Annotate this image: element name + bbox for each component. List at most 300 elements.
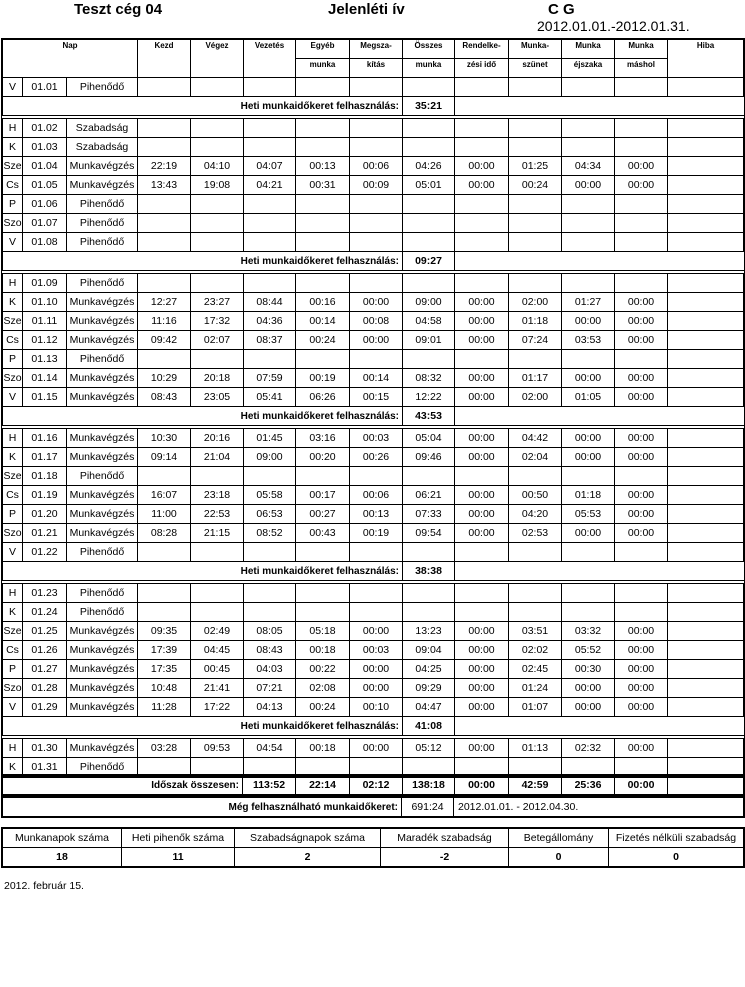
cell-hiba [668,388,744,407]
day-date: 01.30 [23,739,67,758]
day-of-week: V [3,78,23,97]
cell-megszakitas: 00:15 [350,388,403,407]
cell-egyeb: 00:27 [296,505,350,524]
cell-hiba [668,331,744,350]
cell-osszes: 07:33 [403,505,455,524]
day-type: Szabadság [67,138,138,157]
cell-vezetes: 09:00 [244,448,296,467]
day-date: 01.25 [23,622,67,641]
col-hiba: Hiba [668,40,744,78]
cell-egyeb [296,78,350,97]
print-date: 2012. február 15. [4,880,84,892]
cell-hiba [668,622,744,641]
cell-kezd: 11:00 [138,505,191,524]
remaining-label: Még felhasználható munkaidőkeret: [3,798,402,817]
cell-osszes [403,119,455,138]
cell-osszes [403,758,455,777]
day-date: 01.19 [23,486,67,505]
cell-egyeb: 06:26 [296,388,350,407]
cell-szunet: 00:50 [509,486,562,505]
cell-osszes: 09:29 [403,679,455,698]
cell-hiba [668,78,744,97]
cell-szunet: 07:24 [509,331,562,350]
summary-header-leavedays: Szabadságnapok száma [235,829,381,848]
cell-vezetes: 04:13 [244,698,296,717]
cell-ejszaka [562,195,615,214]
cell-megszakitas: 00:00 [350,293,403,312]
cell-vezetes [244,274,296,293]
cell-hiba [668,448,744,467]
cell-kezd: 17:39 [138,641,191,660]
cell-mashol: 00:00 [615,622,668,641]
summary-header-workdays: Munkanapok száma [3,829,122,848]
day-of-week: Cs [3,331,23,350]
cell-hiba [668,486,744,505]
cell-vegez [191,758,244,777]
cell-ejszaka: 00:00 [562,679,615,698]
cell-vezetes [244,233,296,252]
total-vezetes: 113:52 [243,776,296,795]
cell-osszes [403,233,455,252]
day-row [3,679,744,698]
cell-hiba [668,584,744,603]
day-row [3,157,744,176]
cell-mashol: 00:00 [615,641,668,660]
day-of-week: K [3,448,23,467]
cell-mashol: 00:00 [615,524,668,543]
cell-mashol: 00:00 [615,157,668,176]
cell-kezd [138,543,191,562]
weekly-summary-empty [455,407,744,426]
cell-hiba [668,641,744,660]
cell-vezetes: 08:52 [244,524,296,543]
cell-szunet: 00:24 [509,176,562,195]
cell-ejszaka: 05:53 [562,505,615,524]
cell-vegez [191,119,244,138]
cell-osszes: 04:26 [403,157,455,176]
cell-egyeb: 00:17 [296,486,350,505]
cell-megszakitas [350,543,403,562]
weekly-summary-empty [455,717,744,736]
cell-hiba [668,429,744,448]
day-row [3,369,744,388]
total-mashol: 00:00 [615,776,668,795]
day-of-week: Szo [3,214,23,233]
cell-vezetes: 04:21 [244,176,296,195]
cell-kezd: 13:43 [138,176,191,195]
cell-kezd: 12:27 [138,293,191,312]
cell-megszakitas: 00:14 [350,369,403,388]
col-nap: Nap [3,40,138,78]
cell-egyeb: 00:24 [296,331,350,350]
col-szunet-1: Munka- [509,40,562,59]
cell-kezd [138,119,191,138]
cell-vezetes: 04:03 [244,660,296,679]
cell-vegez: 20:16 [191,429,244,448]
day-type: Munkavégzés [67,660,138,679]
day-date: 01.17 [23,448,67,467]
cell-hiba [668,698,744,717]
day-date: 01.29 [23,698,67,717]
cell-rendelkezes [455,214,509,233]
totals-label: Időszak összesen: [3,776,243,795]
cell-megszakitas [350,138,403,157]
day-date: 01.09 [23,274,67,293]
cell-rendelkezes: 00:00 [455,369,509,388]
day-type: Munkavégzés [67,293,138,312]
cell-ejszaka: 04:34 [562,157,615,176]
cell-ejszaka [562,214,615,233]
day-date: 01.18 [23,467,67,486]
cell-vezetes [244,584,296,603]
day-row [3,660,744,679]
weekly-summary-value: 43:53 [403,407,455,426]
weekly-summary-label: Heti munkaidőkeret felhasználás: [3,97,403,116]
cell-vezetes: 04:54 [244,739,296,758]
day-of-week: P [3,660,23,679]
cell-egyeb: 00:43 [296,524,350,543]
cell-ejszaka: 01:05 [562,388,615,407]
cell-szunet: 02:53 [509,524,562,543]
day-of-week: Cs [3,641,23,660]
weekly-summary-value: 35:21 [403,97,455,116]
day-date: 01.02 [23,119,67,138]
cell-rendelkezes [455,274,509,293]
cell-szunet [509,233,562,252]
summary-value-workdays: 18 [3,848,122,867]
cell-osszes [403,138,455,157]
cell-szunet: 02:00 [509,293,562,312]
weekly-summary-empty [455,97,744,116]
cell-kezd [138,214,191,233]
cell-vezetes: 04:36 [244,312,296,331]
cell-rendelkezes: 00:00 [455,388,509,407]
cell-rendelkezes [455,603,509,622]
cell-ejszaka: 00:00 [562,429,615,448]
cell-osszes: 08:32 [403,369,455,388]
cell-vezetes [244,543,296,562]
day-type: Szabadság [67,119,138,138]
cell-szunet: 01:07 [509,698,562,717]
day-of-week: Cs [3,486,23,505]
cell-vezetes: 08:37 [244,331,296,350]
day-of-week: V [3,698,23,717]
day-type: Munkavégzés [67,641,138,660]
day-type: Pihenődő [67,214,138,233]
cell-hiba [668,214,744,233]
cell-mashol [615,467,668,486]
day-date: 01.01 [23,78,67,97]
cell-vezetes: 08:43 [244,641,296,660]
cell-mashol [615,195,668,214]
cell-vegez: 23:18 [191,486,244,505]
cell-ejszaka [562,758,615,777]
cell-megszakitas: 00:09 [350,176,403,195]
day-row [3,584,744,603]
cell-megszakitas: 00:03 [350,429,403,448]
day-type: Munkavégzés [67,448,138,467]
cell-osszes [403,78,455,97]
cell-vegez [191,138,244,157]
cell-egyeb: 00:31 [296,176,350,195]
day-of-week: K [3,293,23,312]
cell-vezetes: 08:05 [244,622,296,641]
cell-szunet: 02:02 [509,641,562,660]
day-of-week: Cs [3,176,23,195]
day-date: 01.28 [23,679,67,698]
cell-szunet: 03:51 [509,622,562,641]
summary-value-restdays: 11 [122,848,235,867]
day-of-week: Szo [3,524,23,543]
day-type: Pihenődő [67,543,138,562]
cell-vegez: 04:45 [191,641,244,660]
cell-megszakitas [350,274,403,293]
cell-szunet: 01:24 [509,679,562,698]
day-row [3,486,744,505]
day-of-week: H [3,584,23,603]
cell-vezetes [244,119,296,138]
day-type: Munkavégzés [67,524,138,543]
summary-header-row [3,829,744,848]
weekly-summary-label: Heti munkaidőkeret felhasználás: [3,562,403,581]
day-of-week: P [3,505,23,524]
col-vezetes: Vezetés [244,40,296,78]
cell-hiba [668,157,744,176]
col-osszes-1: Összes [403,40,455,59]
cell-osszes [403,350,455,369]
cell-megszakitas: 00:06 [350,486,403,505]
weekly-summary-row [3,97,744,116]
cell-vezetes [244,467,296,486]
cell-egyeb: 00:19 [296,369,350,388]
day-row [3,603,744,622]
day-date: 01.27 [23,660,67,679]
summary-value-row [3,848,744,867]
day-date: 01.06 [23,195,67,214]
day-date: 01.21 [23,524,67,543]
day-of-week: V [3,543,23,562]
day-of-week: Sze [3,467,23,486]
cell-szunet [509,350,562,369]
day-date: 01.20 [23,505,67,524]
day-date: 01.31 [23,758,67,777]
cell-vegez [191,467,244,486]
weekly-summary-value: 09:27 [403,252,455,271]
cell-mashol [615,233,668,252]
cell-rendelkezes: 00:00 [455,312,509,331]
day-row [3,331,744,350]
cell-hiba [668,524,744,543]
cell-hiba [668,312,744,331]
cell-vezetes: 07:21 [244,679,296,698]
weekly-summary-row [3,562,744,581]
cell-mashol: 00:00 [615,176,668,195]
cell-egyeb: 00:22 [296,660,350,679]
cell-mashol [615,119,668,138]
day-type: Munkavégzés [67,176,138,195]
cell-megszakitas: 00:00 [350,622,403,641]
day-of-week: V [3,233,23,252]
total-empty [668,776,744,795]
day-of-week: H [3,274,23,293]
cell-mashol: 00:00 [615,429,668,448]
cell-kezd: 10:48 [138,679,191,698]
cell-mashol: 00:00 [615,739,668,758]
day-type: Pihenődő [67,467,138,486]
cell-szunet: 01:13 [509,739,562,758]
cell-osszes: 12:22 [403,388,455,407]
cell-hiba [668,467,744,486]
cell-kezd: 08:43 [138,388,191,407]
cell-mashol: 00:00 [615,505,668,524]
cell-vegez: 00:45 [191,660,244,679]
summary-table [2,828,744,867]
day-of-week: P [3,350,23,369]
day-of-week: H [3,119,23,138]
cell-osszes: 05:12 [403,739,455,758]
cell-egyeb [296,543,350,562]
day-row [3,524,744,543]
cell-vegez [191,543,244,562]
day-date: 01.15 [23,388,67,407]
cell-mashol: 00:00 [615,448,668,467]
cell-megszakitas [350,233,403,252]
cell-ejszaka [562,350,615,369]
cell-kezd: 10:29 [138,369,191,388]
weekly-summary-row [3,407,744,426]
cell-osszes [403,603,455,622]
cell-vezetes: 05:58 [244,486,296,505]
cell-egyeb [296,584,350,603]
cell-ejszaka: 00:00 [562,369,615,388]
day-type: Munkavégzés [67,679,138,698]
cell-vegez: 21:41 [191,679,244,698]
day-date: 01.16 [23,429,67,448]
day-type: Munkavégzés [67,388,138,407]
day-date: 01.03 [23,138,67,157]
day-date: 01.08 [23,233,67,252]
day-row [3,293,744,312]
day-date: 01.22 [23,543,67,562]
weekly-summary-label: Heti munkaidőkeret felhasználás: [3,252,403,271]
cell-ejszaka [562,138,615,157]
cell-szunet [509,195,562,214]
weekly-summary-value: 41:08 [403,717,455,736]
cell-hiba [668,543,744,562]
cell-vezetes: 04:07 [244,157,296,176]
total-ejszaka: 25:36 [562,776,615,795]
cell-szunet: 04:42 [509,429,562,448]
cell-vegez: 21:04 [191,448,244,467]
cell-kezd: 17:35 [138,660,191,679]
cell-osszes [403,274,455,293]
cell-szunet [509,138,562,157]
cell-szunet [509,274,562,293]
day-type: Munkavégzés [67,157,138,176]
day-row [3,429,744,448]
cell-kezd [138,138,191,157]
cell-vezetes [244,603,296,622]
cell-szunet: 02:00 [509,388,562,407]
day-date: 01.12 [23,331,67,350]
day-row [3,448,744,467]
cell-vezetes [244,78,296,97]
cell-szunet [509,467,562,486]
total-egyeb: 22:14 [296,776,350,795]
cell-rendelkezes: 00:00 [455,641,509,660]
cell-megszakitas [350,758,403,777]
cell-rendelkezes: 00:00 [455,293,509,312]
cell-osszes [403,195,455,214]
attendance-table [2,39,744,777]
cell-megszakitas: 00:00 [350,331,403,350]
cell-szunet [509,214,562,233]
cell-ejszaka [562,233,615,252]
cell-ejszaka [562,603,615,622]
cell-mashol [615,138,668,157]
header-row-1 [3,40,744,59]
cell-hiba [668,138,744,157]
day-row [3,350,744,369]
cell-ejszaka: 00:00 [562,312,615,331]
cell-vegez: 02:49 [191,622,244,641]
cell-mashol [615,78,668,97]
day-row [3,119,744,138]
cell-rendelkezes: 00:00 [455,486,509,505]
cell-mashol: 00:00 [615,331,668,350]
day-of-week: Sze [3,157,23,176]
cell-kezd [138,603,191,622]
cell-rendelkezes [455,119,509,138]
cell-kezd: 16:07 [138,486,191,505]
cell-mashol: 00:00 [615,679,668,698]
col-egyeb-2: munka [296,59,350,78]
cell-osszes: 04:58 [403,312,455,331]
remaining-value: 691:24 [402,798,454,817]
col-megsza-2: kítás [350,59,403,78]
day-type: Pihenődő [67,758,138,777]
cell-kezd [138,350,191,369]
day-row [3,214,744,233]
remaining-range: 2012.01.01. - 2012.04.30. [454,798,744,817]
cell-mashol [615,603,668,622]
cell-egyeb: 00:14 [296,312,350,331]
cell-vezetes: 05:41 [244,388,296,407]
summary-value-leavedays: 2 [235,848,381,867]
cell-mashol: 00:00 [615,698,668,717]
cell-vezetes: 07:59 [244,369,296,388]
cell-rendelkezes: 00:00 [455,429,509,448]
cell-megszakitas: 00:03 [350,641,403,660]
cell-vegez: 21:15 [191,524,244,543]
cell-vegez: 02:07 [191,331,244,350]
cell-rendelkezes [455,543,509,562]
cell-osszes [403,467,455,486]
cell-rendelkezes: 00:00 [455,176,509,195]
day-row [3,176,744,195]
day-row [3,641,744,660]
document-title: Jelenléti ív [328,1,405,18]
cell-megszakitas: 00:19 [350,524,403,543]
period-totals-table [2,775,744,795]
day-type: Pihenődő [67,603,138,622]
cell-kezd: 03:28 [138,739,191,758]
cell-egyeb: 02:08 [296,679,350,698]
day-of-week: K [3,603,23,622]
cell-egyeb: 05:18 [296,622,350,641]
cell-rendelkezes [455,195,509,214]
total-osszes: 138:18 [403,776,455,795]
